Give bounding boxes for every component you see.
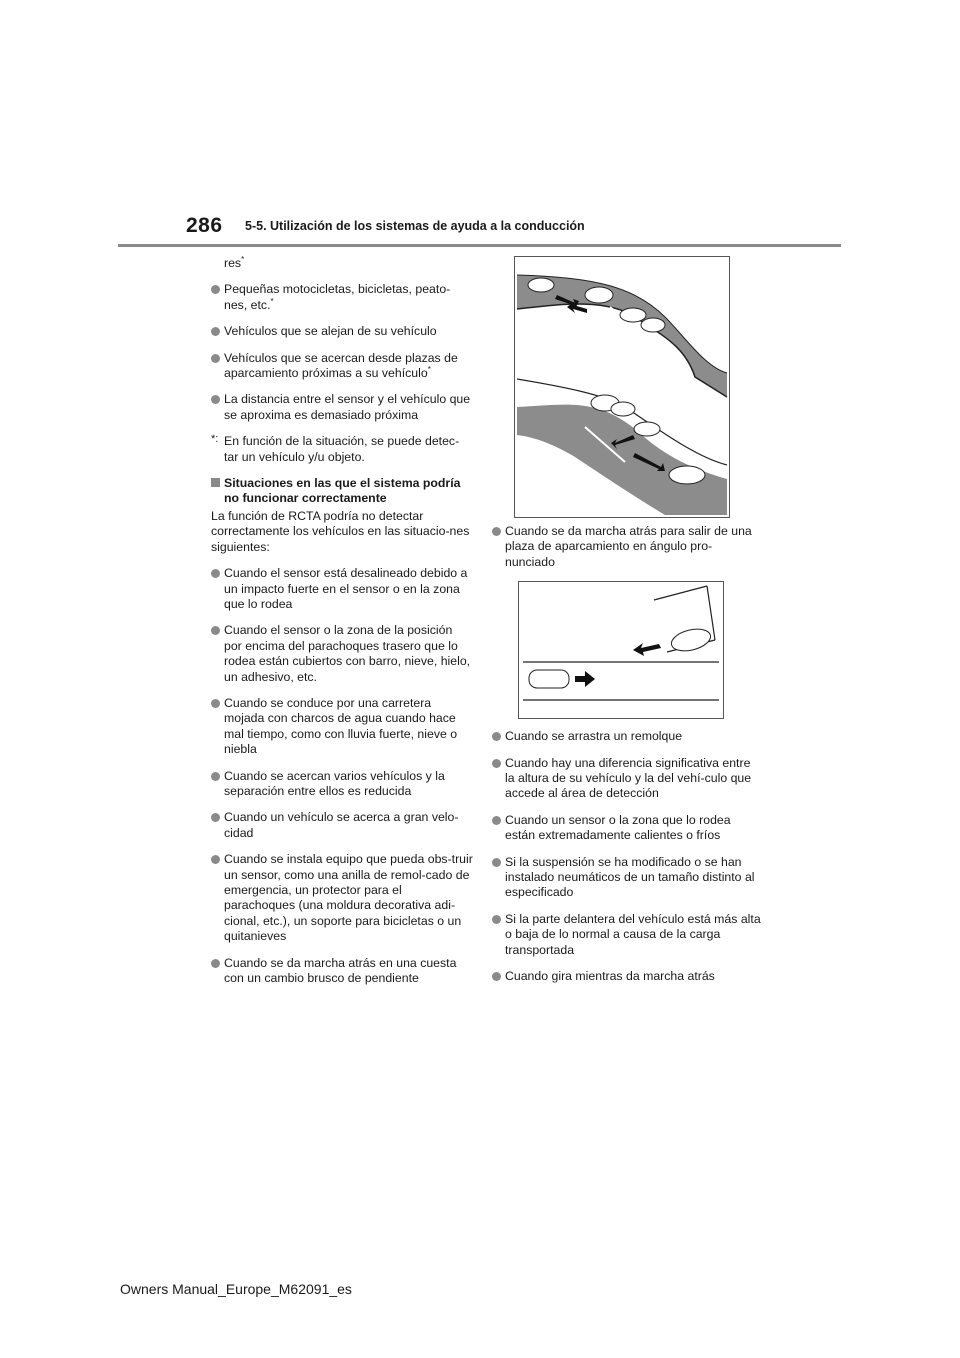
continued-text: res* <box>224 254 245 270</box>
intro-paragraph: La función de RCTA podría no detectar correctamente los vehículos en las situacio-nes siguientes: <box>211 508 470 554</box>
bullet-icon <box>211 354 220 363</box>
footnote-mark: *: <box>211 433 219 446</box>
bullet-icon <box>492 972 501 981</box>
list-item-text: Cuando hay una diferencia significativa entre la altura de su vehículo y la del vehí-culo que accede al área de detección <box>505 755 752 801</box>
list-item-text: Pequeñas motocicletas, bicicletas, peato-nes, etc. <box>224 282 451 312</box>
bullet-icon <box>211 813 220 822</box>
list-item: Cuando se da marcha atrás para salir de una plaza de aparcamiento en ángulo pro-nunciado <box>492 524 762 570</box>
list-item <box>211 623 473 685</box>
list-item-text: Cuando gira mientras da marcha atrás <box>505 969 715 984</box>
list-item-text: Si la suspensión se ha modificado o se han instalado neumáticos de un tamaño distinto al especificado <box>505 854 755 900</box>
list-item-text: Cuando se da marcha atrás en una cuesta con un cambio brusco de pendiente <box>224 955 457 986</box>
bullet-icon <box>492 732 501 741</box>
list-item-text: Cuando el sensor está desalineado debido a un impacto fuerte en el sensor o en la zona que lo rodea <box>224 566 468 611</box>
left-column <box>211 256 473 997</box>
list-item-text: Cuando se instala equipo que pueda obs-truir un sensor, como una anilla de remol-cado de emergencia, un protector para el parachoques (una moldura decorativa adi-cional, etc.), un soporte para bicicletas o un quitanieves <box>224 852 473 944</box>
page-number: 286 <box>186 214 223 237</box>
bullet-icon <box>211 327 220 336</box>
parking-illustration <box>519 582 723 718</box>
list-item <box>211 696 473 758</box>
bullet-icon <box>211 699 220 708</box>
list-item <box>492 729 762 744</box>
slope-illustration <box>515 257 729 517</box>
header-divider <box>118 244 841 247</box>
list-item <box>492 969 762 984</box>
footer-document-id: Owners Manual_Europe_M62091_es <box>120 1281 352 1297</box>
right-column <box>492 256 762 996</box>
list-item-text: Vehículos que se alejan de su vehículo <box>224 324 437 339</box>
bullet-icon <box>211 959 220 968</box>
bullet-icon <box>211 569 220 578</box>
list-item <box>492 912 762 958</box>
section-title: 5-5. Utilización de los sistemas de ayuda a la conducción <box>245 219 585 233</box>
list-item <box>211 810 473 841</box>
list-item <box>211 392 473 423</box>
list-item <box>211 956 473 987</box>
list-item <box>492 855 762 901</box>
list-item-text: Vehículos que se acercan desde plazas de aparcamiento próximas a su vehículo <box>224 350 458 381</box>
bullet-icon <box>211 285 220 294</box>
list-item-text: Cuando se acercan varios vehículos y la separación entre ellos es reducida <box>224 768 445 798</box>
footnote <box>211 434 473 465</box>
list-item-text: Cuando se conduce por una carretera mojada con charcos de agua cuando hace mal tiempo, como con lluvia fuerte, nieve o niebla <box>224 695 458 757</box>
list-item-text: Cuando un vehículo se acerca a gran velo-cidad <box>224 810 459 840</box>
list-item-text: Cuando un sensor o la zona que lo rodea están extremadamente calientes o fríos <box>505 812 731 843</box>
list-item: Pequeñas motocicletas, bicicletas, peato-nes, etc.* <box>211 282 473 313</box>
list-item <box>492 756 762 802</box>
list-item <box>211 324 473 339</box>
list-item <box>211 769 473 800</box>
bullet-icon <box>492 858 501 867</box>
section-heading: Situaciones en las que el sistema podría no funcionar correctamente <box>211 476 473 507</box>
list-item: Vehículos que se acercan desde plazas de aparcamiento próximas a su vehículo* <box>211 351 473 382</box>
square-bullet-icon <box>211 478 220 487</box>
footnote-text: En función de la situación, se puede detec-tar un vehículo y/u objeto. <box>224 434 460 464</box>
diagram-rear-cross-traffic-slope <box>514 256 730 518</box>
list-item-text: Cuando se arrastra un remolque <box>505 729 683 744</box>
diagram-angled-parking <box>518 581 724 719</box>
list-item-text: La distancia entre el sensor y el vehículo que se aproxima es demasiado próxima <box>224 392 471 422</box>
bullet-icon <box>211 395 220 404</box>
list-item <box>492 813 762 844</box>
bullet-icon <box>492 759 501 768</box>
bullet-icon <box>492 527 501 536</box>
bullet-icon <box>211 855 220 864</box>
list-item <box>211 566 473 612</box>
bullet-icon <box>211 772 220 781</box>
list-item-text: Cuando el sensor o la zona de la posición por encima del parachoques trasero que lo rodea están cubiertos con barro, nieve, hielo, un adhesivo, etc. <box>224 623 471 684</box>
list-item <box>211 852 473 944</box>
bullet-icon <box>492 915 501 924</box>
list-item-text: Si la parte delantera del vehículo está más alta o baja de lo normal a causa de la carga transportada <box>505 911 761 957</box>
bullet-icon <box>211 626 220 635</box>
bullet-icon <box>492 816 501 825</box>
